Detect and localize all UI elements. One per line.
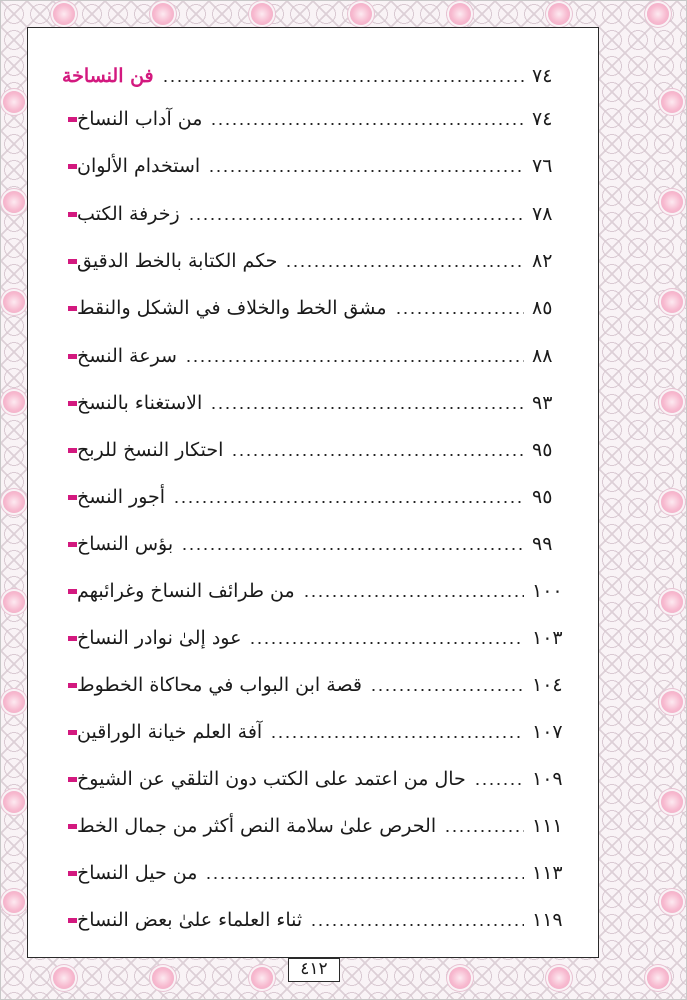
dot-leader — [210, 407, 524, 409]
toc-page-number: ١٠٤ — [532, 674, 563, 696]
toc-page-number: ١١٩ — [532, 909, 563, 931]
rosette-ornament — [3, 191, 25, 213]
toc-page-number: ٩٥ — [532, 486, 553, 508]
toc-entry[interactable] — [62, 759, 572, 799]
rosette-ornament — [3, 591, 25, 613]
toc-page-number: ٧٦ — [532, 155, 553, 177]
bullet-marker — [68, 683, 77, 688]
dot-leader — [444, 830, 524, 832]
bullet-marker — [68, 777, 77, 782]
dot-leader — [310, 924, 524, 926]
rosette-ornament — [647, 3, 669, 25]
toc-entry-title: أجور النسخ — [77, 486, 166, 508]
rosette-ornament — [661, 691, 683, 713]
bullet-marker — [68, 164, 77, 169]
bullet-marker — [68, 730, 77, 735]
dot-leader — [188, 218, 524, 220]
toc-entry-title: احتكار النسخ للربح — [77, 439, 224, 461]
toc-entry-title: مشق الخط والخلاف في الشكل والنقط — [77, 297, 387, 319]
dot-leader — [205, 877, 524, 879]
dot-leader — [249, 642, 524, 644]
toc-entry[interactable] — [62, 524, 572, 564]
toc-page-number: ١٠٣ — [532, 627, 563, 649]
toc-entry[interactable] — [62, 288, 572, 328]
rosette-ornament — [661, 91, 683, 113]
toc-entry[interactable] — [62, 712, 572, 752]
toc-entry-title: من طرائف النساخ وغرائبهم — [77, 580, 295, 602]
toc-page-number: ١٠٩ — [532, 768, 563, 790]
table-of-contents — [28, 28, 598, 957]
dot-leader — [181, 548, 524, 550]
toc-entry-title: حال من اعتمد على الكتب دون التلقي عن الشيوخ — [77, 768, 466, 790]
toc-entry[interactable] — [62, 571, 572, 611]
rosette-ornament — [661, 291, 683, 313]
toc-entry[interactable] — [62, 900, 572, 940]
rosette-ornament — [3, 891, 25, 913]
bullet-marker — [68, 495, 77, 500]
toc-entry-title: من حيل النساخ — [77, 862, 198, 884]
dot-leader — [370, 689, 524, 691]
rosette-ornament — [3, 391, 25, 413]
rosette-ornament — [251, 967, 273, 989]
dot-leader — [395, 312, 524, 314]
rosette-ornament — [3, 291, 25, 313]
toc-page-number: ١٠٠ — [532, 580, 563, 602]
toc-page-number: ٩٩ — [532, 533, 553, 555]
toc-page-number: ٨٥ — [532, 297, 553, 319]
dot-leader — [285, 265, 524, 267]
dot-leader — [185, 360, 524, 362]
rosette-ornament — [3, 691, 25, 713]
content-panel — [27, 27, 599, 958]
toc-entry[interactable] — [62, 853, 572, 893]
toc-page-number: ١١١ — [532, 815, 563, 837]
bullet-marker — [68, 824, 77, 829]
bullet-marker — [68, 918, 77, 923]
toc-page-number: ٨٨ — [532, 345, 553, 367]
toc-heading-title: فن النساخة — [62, 65, 154, 87]
bullet-marker — [68, 117, 77, 122]
rosette-ornament — [449, 967, 471, 989]
rosette-ornament — [661, 891, 683, 913]
rosette-ornament — [3, 491, 25, 513]
bullet-marker — [68, 259, 77, 264]
toc-entry[interactable] — [62, 383, 572, 423]
toc-entry-title: من آداب النساخ — [77, 108, 203, 130]
toc-entry[interactable] — [62, 430, 572, 470]
toc-entry-title: ثناء العلماء علىٰ بعض النساخ — [77, 909, 303, 931]
toc-entry[interactable] — [62, 194, 572, 234]
dot-leader — [173, 501, 524, 503]
footer-page-number: ٤١٢ — [288, 958, 340, 982]
toc-entry-title: الاستغناء بالنسخ — [77, 392, 203, 414]
toc-page-number: ٧٨ — [532, 203, 553, 225]
bullet-marker — [68, 542, 77, 547]
toc-entry-title: الحرص علىٰ سلامة النص أكثر من جمال الخط — [77, 815, 437, 837]
rosette-ornament — [152, 967, 174, 989]
toc-entry[interactable] — [62, 477, 572, 517]
toc-entry-title: قصة ابن البواب في محاكاة الخطوط — [77, 674, 362, 696]
rosette-ornament — [548, 967, 570, 989]
toc-entry-title: بؤس النساخ — [77, 533, 174, 555]
rosette-ornament — [3, 791, 25, 813]
toc-heading-row[interactable] — [62, 56, 572, 96]
bullet-marker — [68, 212, 77, 217]
bullet-marker — [68, 871, 77, 876]
rosette-ornament — [661, 391, 683, 413]
toc-entry-title: آفة العلم خيانة الوراقين — [77, 721, 263, 743]
dot-leader — [162, 80, 524, 82]
bullet-marker — [68, 589, 77, 594]
dot-leader — [474, 783, 524, 785]
rosette-ornament — [548, 3, 570, 25]
bullet-marker — [68, 306, 77, 311]
toc-page-number: ٧٤ — [532, 108, 553, 130]
toc-page-number: ١٠٧ — [532, 721, 563, 743]
bullet-marker — [68, 636, 77, 641]
rosette-ornament — [251, 3, 273, 25]
toc-page-number: ٨٢ — [532, 250, 553, 272]
bullet-marker — [68, 448, 77, 453]
dot-leader — [303, 595, 524, 597]
toc-entry[interactable] — [62, 99, 572, 139]
dot-leader — [208, 170, 524, 172]
rosette-ornament — [53, 3, 75, 25]
toc-entry[interactable] — [62, 665, 572, 705]
dot-leader — [231, 454, 524, 456]
toc-entry[interactable] — [62, 618, 572, 658]
toc-entry-title: عود إلىٰ نوادر النساخ — [77, 627, 242, 649]
toc-page-number: ١١٣ — [532, 862, 563, 884]
toc-page-number: ٩٣ — [532, 392, 553, 414]
toc-entry[interactable] — [62, 806, 572, 846]
toc-page-number: ٩٥ — [532, 439, 553, 461]
rosette-ornament — [53, 967, 75, 989]
rosette-ornament — [152, 3, 174, 25]
toc-entry[interactable] — [62, 241, 572, 281]
rosette-ornament — [449, 3, 471, 25]
toc-entry-title: حكم الكتابة بالخط الدقيق — [77, 250, 278, 272]
toc-entry-title: زخرفة الكتب — [77, 203, 180, 225]
toc-page-number: ٧٤ — [532, 65, 553, 87]
rosette-ornament — [350, 3, 372, 25]
toc-entry-title: استخدام الألوان — [77, 155, 201, 177]
rosette-ornament — [661, 791, 683, 813]
dot-leader — [270, 736, 524, 738]
rosette-ornament — [3, 91, 25, 113]
rosette-ornament — [647, 967, 669, 989]
bullet-marker — [68, 354, 77, 359]
rosette-ornament — [661, 491, 683, 513]
toc-entry-title: سرعة النسخ — [77, 345, 177, 367]
rosette-ornament — [661, 191, 683, 213]
toc-entry[interactable] — [62, 336, 572, 376]
toc-entry[interactable] — [62, 146, 572, 186]
bullet-marker — [68, 401, 77, 406]
rosette-ornament — [661, 591, 683, 613]
dot-leader — [210, 123, 524, 125]
